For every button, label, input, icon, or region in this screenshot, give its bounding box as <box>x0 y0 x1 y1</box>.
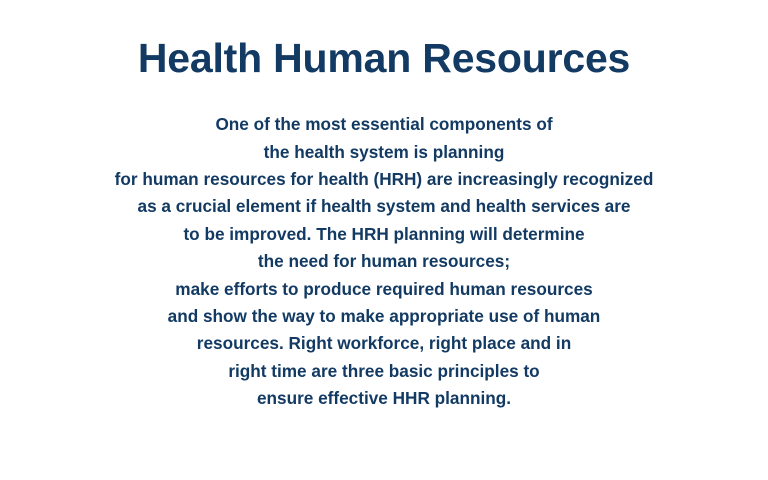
body-line: make efforts to produce required human resources <box>175 278 593 299</box>
body-line: right time are three basic principles to <box>228 360 540 381</box>
body-line: the health system is planning <box>263 141 505 162</box>
body-line: One of the most essential components of <box>215 114 553 135</box>
body-line: resources. Right workforce, right place and in <box>196 333 572 354</box>
slide-body-text <box>8 111 760 412</box>
body-line: the need for human resources; <box>257 251 511 272</box>
body-line: and show the way to make appropriate use of human <box>167 305 601 326</box>
body-line: for human resources for health (HRH) are increasingly recognized <box>114 168 654 189</box>
body-line: ensure effective HHR planning. <box>256 388 512 409</box>
body-line: to be improved. The HRH planning will determine <box>183 223 585 244</box>
page-title: Health Human Resources <box>137 35 631 81</box>
body-line: as a crucial element if health system and health services are <box>137 196 631 217</box>
